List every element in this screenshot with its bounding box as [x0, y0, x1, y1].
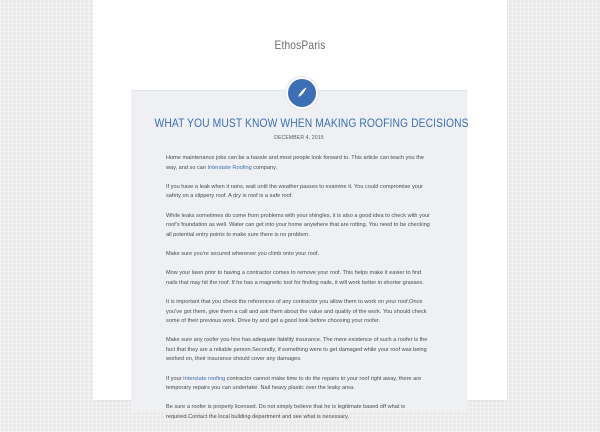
paragraph: Mow your lawn prior to having a contractor comes to remove your roof. This helps make it easier to find nails that may hit the roof. If he has a magnetic tool for finding nails, it will work better in shorter grasses.	[166, 270, 424, 286]
post-date[interactable]: DECEMBER 4, 2015	[274, 135, 324, 141]
site-title[interactable]: EthosParis	[274, 38, 326, 52]
paragraph: Make sure you’re secured whenever you climb onto your roof.	[166, 250, 319, 257]
paragraph-text: company.	[251, 164, 278, 171]
pen-icon	[294, 85, 310, 101]
paragraph: If you have a leak when it rains, wait until the weather passes to examine it. You could compromise your safety on a slippery roof. A dry is roof is a safe roof.	[166, 183, 423, 200]
interstate-roofing-link[interactable]: Interstate roofing	[183, 375, 226, 382]
post-card	[131, 90, 469, 421]
interstate-roofing-link[interactable]: Interstate Roofing	[207, 164, 252, 171]
paragraph-text: contractor cannot make time to do the repairs to your roof right away, there are temporary repairs you can undertake. Nail heavy plastic over the leaky area.	[166, 375, 422, 392]
paragraph-text: Home maintenance jobs can be a hassle and most people look forward to. This article can teach you the way, and so can	[166, 155, 424, 171]
post-content	[166, 154, 434, 432]
post-title[interactable]: WHAT YOU MUST KNOW WHEN MAKING ROOFING DECISIONS	[154, 116, 469, 130]
paragraph: Be sure a roofer is properly licensed. Do not simply believe that he is legitimate based off what is required.Contact the local building department and see what is necessary.	[166, 404, 405, 421]
paragraph: Make sure any roofer you hire has adequate liability insurance. The mere existence of such a roofer is the fact that they are a reliable person.Secondly, if something were to get damaged while your roof was being worked on, their insurance should cover any damages.	[166, 337, 428, 363]
paragraph: It is important that you check the references of any contractor you allow them to work on your roof.Once you’ve got them, give them a call and ask them about the value and quality of the work. You should check some of their previous work. Drive by and get a good look before choosing your roofer.	[166, 298, 427, 325]
page-column	[93, 0, 507, 421]
paragraph	[166, 375, 434, 394]
paragraph	[166, 154, 434, 173]
paragraph-text: If your	[166, 375, 184, 382]
paragraph: While leaks sometimes do come from problems with your shingles, it is also a good idea to check with your roof’s foundation as well. Water can get into your home anywhere that are rotting. You need to be checking all potential entry points to make sure there is no problem.	[166, 212, 430, 238]
post-format-badge[interactable]	[286, 77, 318, 109]
